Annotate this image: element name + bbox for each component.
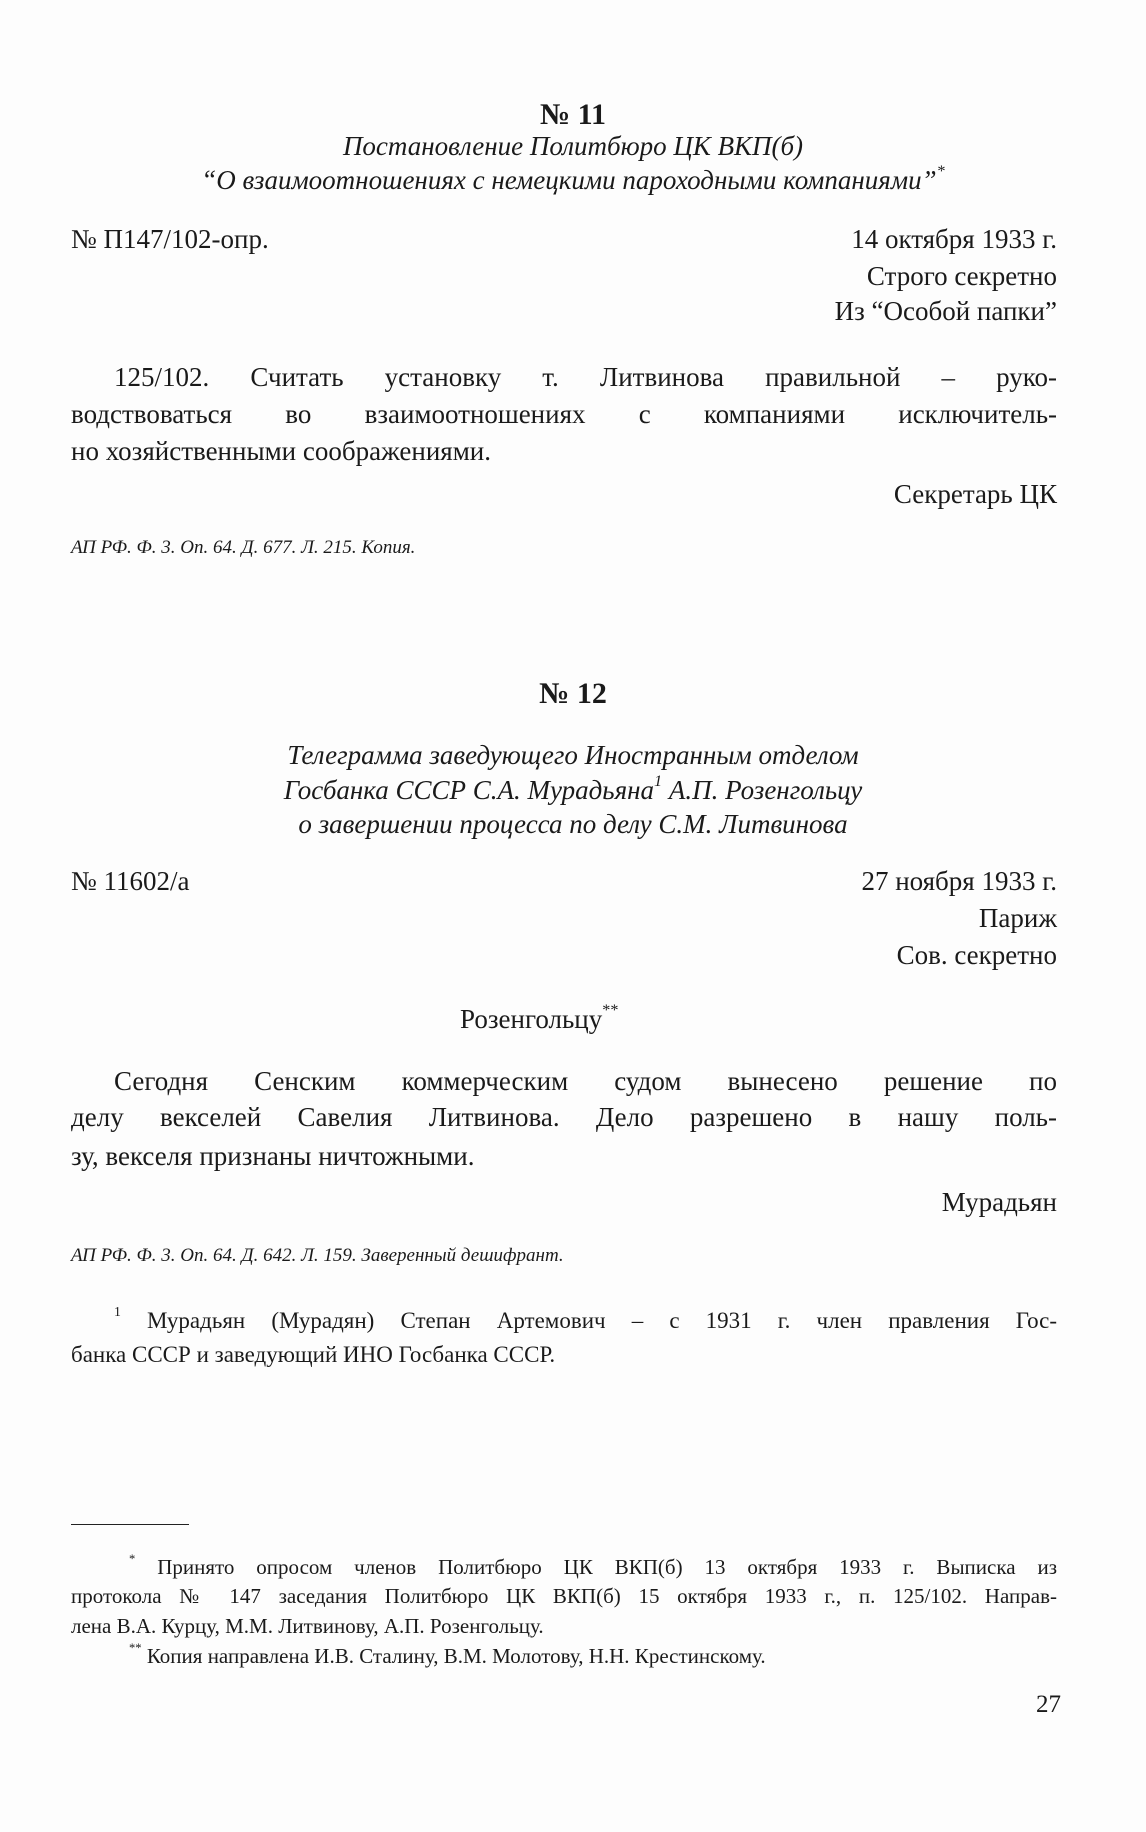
- doc11-title-line2: “О взаимоотношениях с немецкими пароходными компаниями”*: [201, 162, 945, 195]
- doc11-date: 14 октября 1933 г.: [851, 224, 1057, 254]
- doc12-number: № 12: [539, 677, 607, 710]
- footnote-star-line: * Принято опросом членов Политбюро ЦК ВКП(б) 13 октября 1933 г. Выписка из: [129, 1552, 1057, 1579]
- doc12-title-line2: Госбанка СССР С.А. Мурадьяна$^1$ А.П. Розенгольцу: [283, 772, 863, 805]
- footnote-1-line: $^1$ Мурадьян (Мурадян) Степан Артемович – с 1931 г. член правления Гос-: [114, 1304, 1058, 1333]
- doc12-addressee: Розенгольцу**: [460, 1001, 619, 1034]
- doc12-date: 27 ноября 1933 г.: [861, 866, 1057, 896]
- doc12-body-line: делу векселей Савелия Литвинова. Дело разрешено в нашу поль-: [71, 1102, 1057, 1132]
- doc12-archive-ref: АП РФ. Ф. 3. Оп. 64. Д. 642. Л. 159. Заверенный дешифрант.: [71, 1245, 564, 1266]
- doc11-secrecy: Строго секретно: [866, 261, 1057, 291]
- doc11-ref: № П147/102-опр.: [71, 224, 269, 254]
- footnote-divider: [71, 1524, 189, 1525]
- doc11-title-line1: Постановление Политбюро ЦК ВКП(б): [342, 131, 804, 161]
- doc12-body-line: Сегодня Сенским коммерческим судом вынесено решение по: [114, 1066, 1057, 1096]
- footnote-star-line: лена В.А. Курцу, М.М. Литвинову, А.П. Розенгольцу.: [71, 1614, 544, 1638]
- doc12-body-line: зу, векселя признаны ничтожными.: [71, 1141, 475, 1171]
- footnote-1-line: банка СССР и заведующий ИНО Госбанка СССР.: [71, 1342, 556, 1367]
- footnote-double-star-line: ** Копия направлена И.В. Сталину, В.М. Молотову, Н.Н. Крестинскому.: [129, 1641, 766, 1668]
- doc12-secrecy: Сов. секретно: [896, 940, 1057, 970]
- doc12-title-line1: Телеграмма заведующего Иностранным отделом: [287, 740, 859, 770]
- doc11-folder: Из “Особой папки”: [834, 296, 1057, 326]
- doc11-body-line: водствоваться во взаимоотношениях с компаниями исключитель-: [71, 399, 1057, 429]
- doc12-title-line3: о завершении процесса по делу С.М. Литвинова: [298, 809, 848, 839]
- doc11-archive-ref: АП РФ. Ф. 3. Оп. 64. Д. 677. Л. 215. Копия.: [71, 537, 416, 558]
- doc12-signature: Мурадьян: [941, 1187, 1057, 1217]
- doc12-place: Париж: [978, 903, 1057, 933]
- doc11-signature: Секретарь ЦК: [893, 479, 1057, 509]
- doc11-body-line: 125/102. Считать установку т. Литвинова правильной – руко-: [114, 362, 1057, 392]
- doc12-ref: № 11602/а: [71, 866, 190, 896]
- doc11-body-line: но хозяйственными соображениями.: [71, 436, 491, 466]
- footnote-star-line: протокола № 147 заседания Политбюро ЦК ВКП(б) 15 октября 1933 г., п. 125/102. Направ-: [71, 1584, 1057, 1608]
- page-number: 27: [1036, 1691, 1061, 1718]
- doc11-number: № 11: [540, 98, 606, 131]
